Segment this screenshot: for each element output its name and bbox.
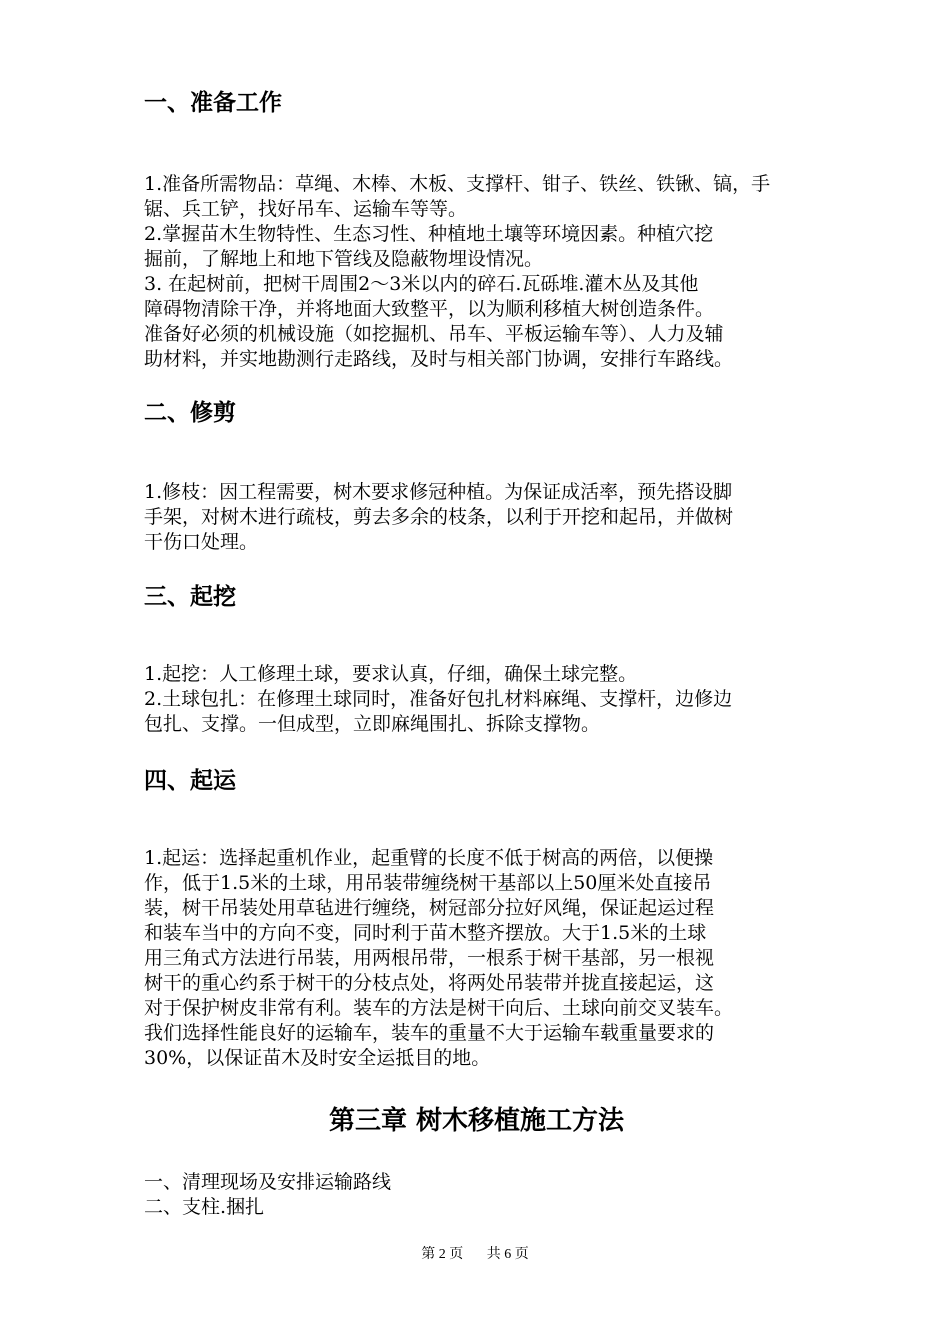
page-number: 第 2 页 (421, 1247, 464, 1262)
text-line: 包扎、支撑。一但成型，立即麻绳围扎、拆除支撑物。 (144, 713, 601, 735)
text-line: 1.起挖：人工修理土球，要求认真，仔细，确保土球完整。 (144, 663, 638, 685)
text-line: 用三角式方法进行吊装，用两根吊带，一根系于树干基部，另一根视 (144, 947, 715, 969)
section-heading-pruning: 二、修剪 (144, 400, 236, 426)
text-line: 助材料，并实地勘测行走路线，及时与相关部门协调，安排行车路线。 (144, 348, 734, 370)
text-line: 1.准备所需物品：草绳、木棒、木板、支撑杆、钳子、铁丝、铁锹、镐，手 (144, 173, 771, 195)
text-line: 作，低于1.5米的土球，用吊装带缠绕树干基部以上50厘米处直接吊 (144, 872, 712, 894)
page-footer (0, 1246, 950, 1264)
chapter-title: 第三章 树木移植施工方法 (328, 1106, 625, 1136)
text-line: 1.修枝：因工程需要，树木要求修冠种植。为保证成活率，预先搭设脚 (144, 481, 733, 503)
section-heading-preparation: 一、准备工作 (144, 90, 282, 116)
text-line: 我们选择性能良好的运输车，装车的重量不大于运输车载重量要求的 (144, 1022, 715, 1044)
text-line: 对于保护树皮非常有利。装车的方法是树干向后、土球向前交叉装车。 (144, 997, 734, 1019)
text-line: 树干的重心约系于树干的分枝点处，将两处吊装带并拢直接起运，这 (144, 972, 715, 994)
text-line: 装，树干吊装处用草毡进行缠绕，树冠部分拉好风绳，保证起运过程 (144, 897, 715, 919)
text-line: 3. 在起树前，把树干周围2～3米以内的碎石.瓦砾堆.灌木丛及其他 (144, 273, 699, 295)
text-line: 2.土球包扎：在修理土球同时，准备好包扎材料麻绳、支撑杆，边修边 (144, 688, 733, 710)
text-line: 二、支柱.捆扎 (144, 1196, 265, 1218)
text-line: 2.掌握苗木生物特性、生态习性、种植地土壤等环境因素。种植穴挖 (144, 223, 714, 245)
text-line: 手架，对树木进行疏枝，剪去多余的枝条，以利于开挖和起吊，并做树 (144, 506, 734, 528)
text-line: 障碍物清除干净，并将地面大致整平，以为顺利移植大树创造条件。 (144, 298, 715, 320)
text-line: 30%，以保证苗木及时安全运抵目的地。 (144, 1047, 491, 1069)
text-line: 和装车当中的方向不变，同时利于苗木整齐摆放。大于1.5米的土球 (144, 922, 707, 944)
section-body-lifting (144, 846, 809, 1071)
page-total: 共 6 页 (486, 1247, 529, 1262)
section-body-preparation (144, 172, 809, 372)
section-body-digging (144, 662, 809, 737)
section-heading-lifting: 四、起运 (144, 768, 236, 794)
text-line: 1.起运：选择起重机作业，起重臂的长度不低于树高的两倍，以便操 (144, 847, 714, 869)
text-line: 准备好必须的机械设施（如挖掘机、吊车、平板运输车等）、人力及辅 (144, 323, 724, 345)
section-body-pruning (144, 480, 809, 555)
text-line: 干伤口处理。 (144, 531, 259, 553)
chapter-body (144, 1170, 809, 1220)
text-line: 掘前，了解地上和地下管线及隐蔽物埋设情况。 (144, 248, 544, 270)
text-line: 一、清理现场及安排运输路线 (144, 1171, 392, 1193)
section-heading-digging: 三、起挖 (144, 584, 236, 610)
text-line: 锯、兵工铲，找好吊车、运输车等等。 (144, 198, 468, 220)
